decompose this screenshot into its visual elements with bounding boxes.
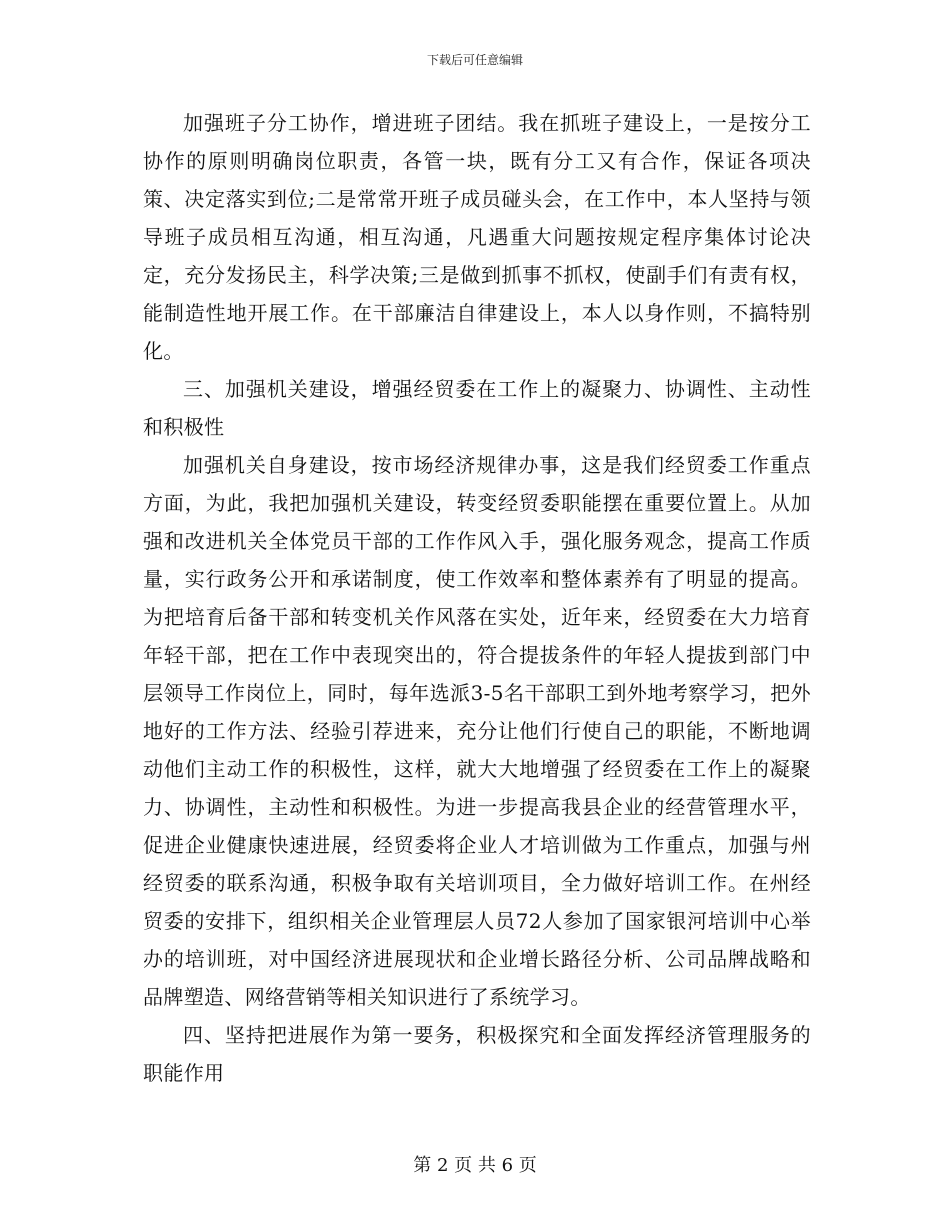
page-header-note: 下载后可任意编辑 [426, 53, 523, 67]
paragraph-organ-building: 加强机关自身建设，按市场经济规律办事，这是我们经贸委工作重点方面，为此，我把加强机关建设，转变经贸委职能摆在重要位置上。从加强和改进机关全体党员干部的工作作风入手，强化服务观念，提高工作质量，实行政务公开和承诺制度，使工作效率和整体素养有了明显的提高。为把培育后备干部和转变机关作风落在实处，近年来，经贸委在大力培育年轻干部，把在工作中表现突出的，符合提拔条件的年轻人提拔到部门中层领导工作岗位上，同时，每年选派3-5名干部职工到外地考察学习，把外地好的工作方法、经验引荐进来，充分让他们行使自己的职能，不断地调动他们主动工作的积极性，这样，就大大地增强了经贸委在工作上的凝聚力、协调性，主动性和积极性。为进一步提高我县企业的经营管理水平，促进企业健康快速进展，经贸委将企业人才培训做为工作重点，加强与州经贸委的联系沟通，积极争取有关培训项目，全力做好培训工作。在州经贸委的安排下，组织相关企业管理层人员72人参加了国家银河培训中心举办的培训班，对中国经济进展现状和企业增长路径分析、公司品牌战略和品牌塑造、网络营销等相关知识进行了系统学习。 [143, 453, 811, 1009]
document-body [143, 104, 811, 1092]
page-number-footer: 第 2 页 共 6 页 [413, 1155, 537, 1176]
heading-section-four: 四、坚持把进展作为第一要务，积极探究和全面发挥经济管理服务的职能作用 [143, 1023, 811, 1085]
heading-section-three: 三、加强机关建设，增强经贸委在工作上的凝聚力、协调性、主动性和积极性 [143, 377, 811, 439]
paragraph-team-cooperation: 加强班子分工协作，增进班子团结。我在抓班子建设上，一是按分工协作的原则明确岗位职责，各管一块，既有分工又有合作，保证各项决策、决定落实到位;二是常常开班子成员碰头会，在工作中，本人坚持与领导班子成员相互沟通，相互沟通，凡遇重大问题按规定程序集体讨论决定，充分发扬民主，科学决策;三是做到抓事不抓权，使副手们有责有权，能制造性地开展工作。在干部廉洁自律建设上，本人以身作则，不搞特别化。 [143, 111, 811, 363]
